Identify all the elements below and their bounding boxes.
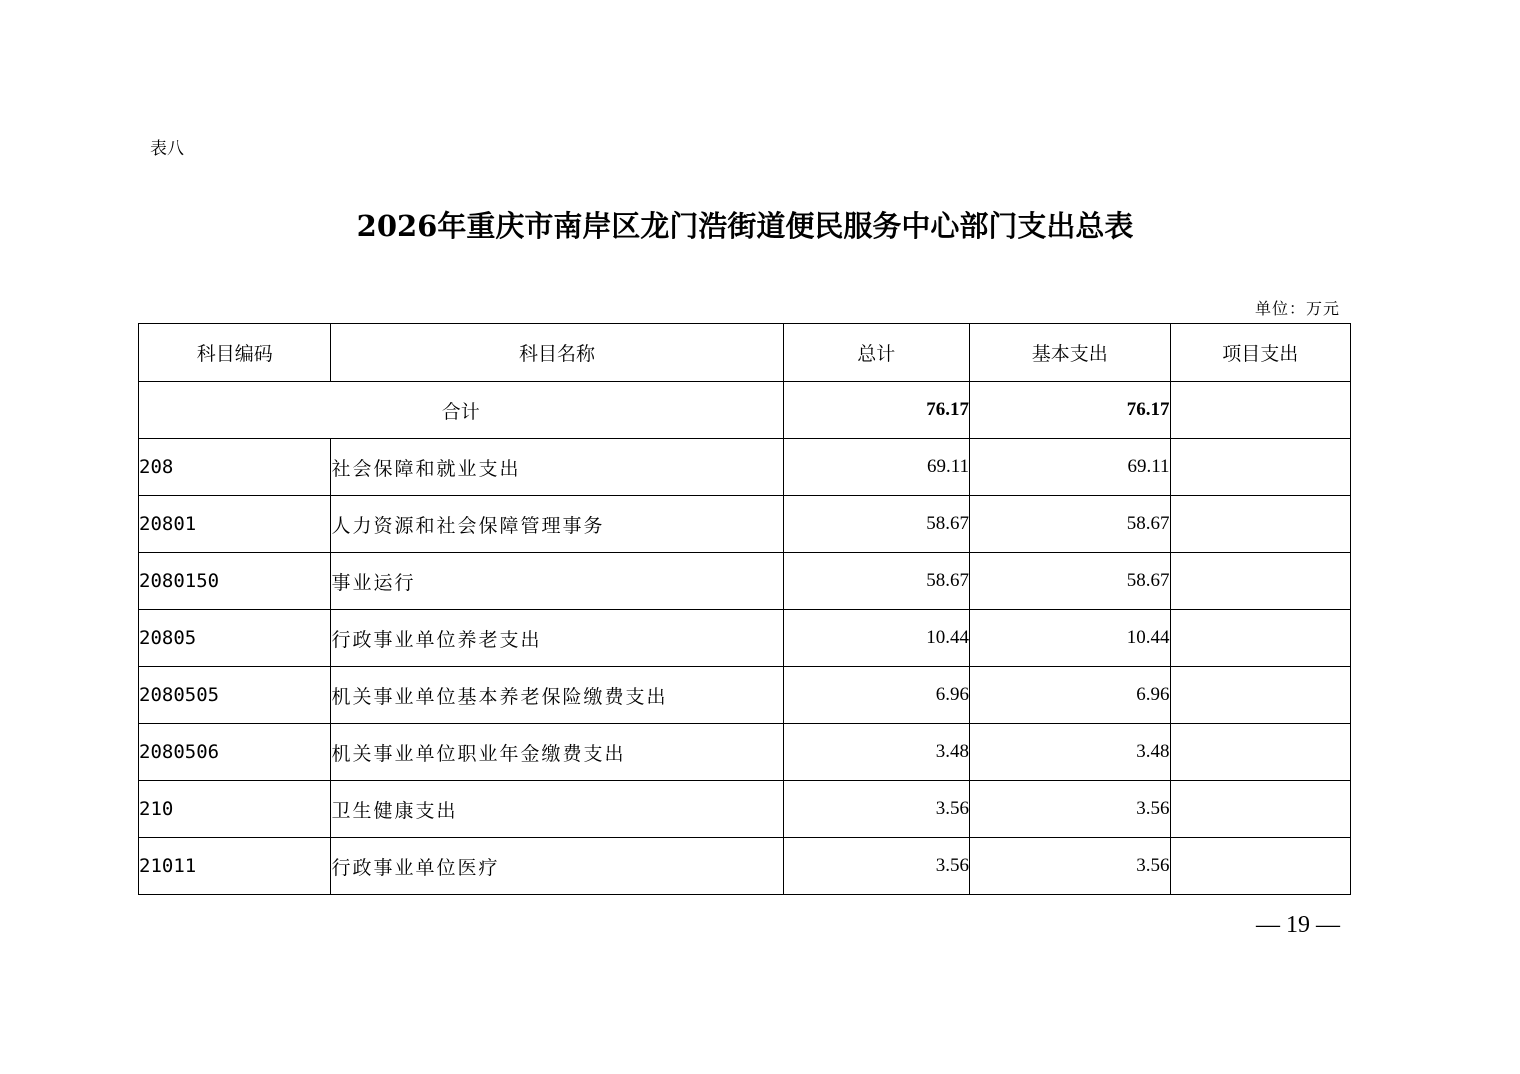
header-name: 科目名称	[331, 324, 783, 382]
header-code: 科目编码	[139, 324, 331, 382]
row-name: 人力资源和社会保障管理事务	[331, 496, 783, 553]
expense-table	[138, 323, 1351, 895]
row-total: 58.67	[783, 553, 969, 610]
row-code: 21011	[139, 838, 331, 895]
header-project: 项目支出	[1170, 324, 1350, 382]
row-total: 69.11	[783, 439, 969, 496]
row-name: 机关事业单位职业年金缴费支出	[331, 724, 783, 781]
table-row	[139, 838, 1351, 895]
row-code: 2080150	[139, 553, 331, 610]
table-row	[139, 496, 1351, 553]
header-basic: 基本支出	[970, 324, 1170, 382]
row-name: 卫生健康支出	[331, 781, 783, 838]
row-name: 机关事业单位基本养老保险缴费支出	[331, 667, 783, 724]
table-row	[139, 553, 1351, 610]
row-name: 行政事业单位医疗	[331, 838, 783, 895]
table-label: 表八	[150, 139, 184, 159]
row-project	[1170, 781, 1350, 838]
row-code: 210	[139, 781, 331, 838]
table-row	[139, 610, 1351, 667]
row-project	[1170, 553, 1350, 610]
document-title: 2026年重庆市南岸区龙门浩街道便民服务中心部门支出总表	[356, 209, 1134, 243]
row-code: 20801	[139, 496, 331, 553]
row-project	[1170, 439, 1350, 496]
row-project	[1170, 724, 1350, 781]
table-row	[139, 667, 1351, 724]
header-row	[139, 324, 1351, 382]
row-total: 6.96	[783, 667, 969, 724]
row-project	[1170, 496, 1350, 553]
row-project	[1170, 667, 1350, 724]
header-total: 总计	[783, 324, 969, 382]
row-project	[1170, 610, 1350, 667]
row-basic: 10.44	[970, 610, 1170, 667]
row-total: 3.56	[783, 838, 969, 895]
row-basic: 58.67	[970, 496, 1170, 553]
row-basic: 3.56	[970, 781, 1170, 838]
row-total: 58.67	[783, 496, 969, 553]
unit-note: 单位：万元	[1254, 299, 1340, 318]
row-basic: 58.67	[970, 553, 1170, 610]
row-name: 社会保障和就业支出	[331, 439, 783, 496]
table-row	[139, 724, 1351, 781]
row-total: 3.56	[783, 781, 969, 838]
row-basic: 6.96	[970, 667, 1170, 724]
total-project-amount	[1170, 382, 1350, 439]
row-name: 事业运行	[331, 553, 783, 610]
row-name: 行政事业单位养老支出	[331, 610, 783, 667]
row-basic: 3.48	[970, 724, 1170, 781]
total-label: 合计	[139, 382, 784, 439]
row-code: 2080506	[139, 724, 331, 781]
row-total: 3.48	[783, 724, 969, 781]
row-basic: 69.11	[970, 439, 1170, 496]
page-number: — 19 —	[1256, 912, 1340, 938]
table-row	[139, 781, 1351, 838]
row-project	[1170, 838, 1350, 895]
total-row	[139, 382, 1351, 439]
row-code: 2080505	[139, 667, 331, 724]
total-amount: 76.17	[783, 382, 969, 439]
row-code: 208	[139, 439, 331, 496]
total-basic-amount: 76.17	[970, 382, 1170, 439]
table-row	[139, 439, 1351, 496]
row-total: 10.44	[783, 610, 969, 667]
row-code: 20805	[139, 610, 331, 667]
row-basic: 3.56	[970, 838, 1170, 895]
